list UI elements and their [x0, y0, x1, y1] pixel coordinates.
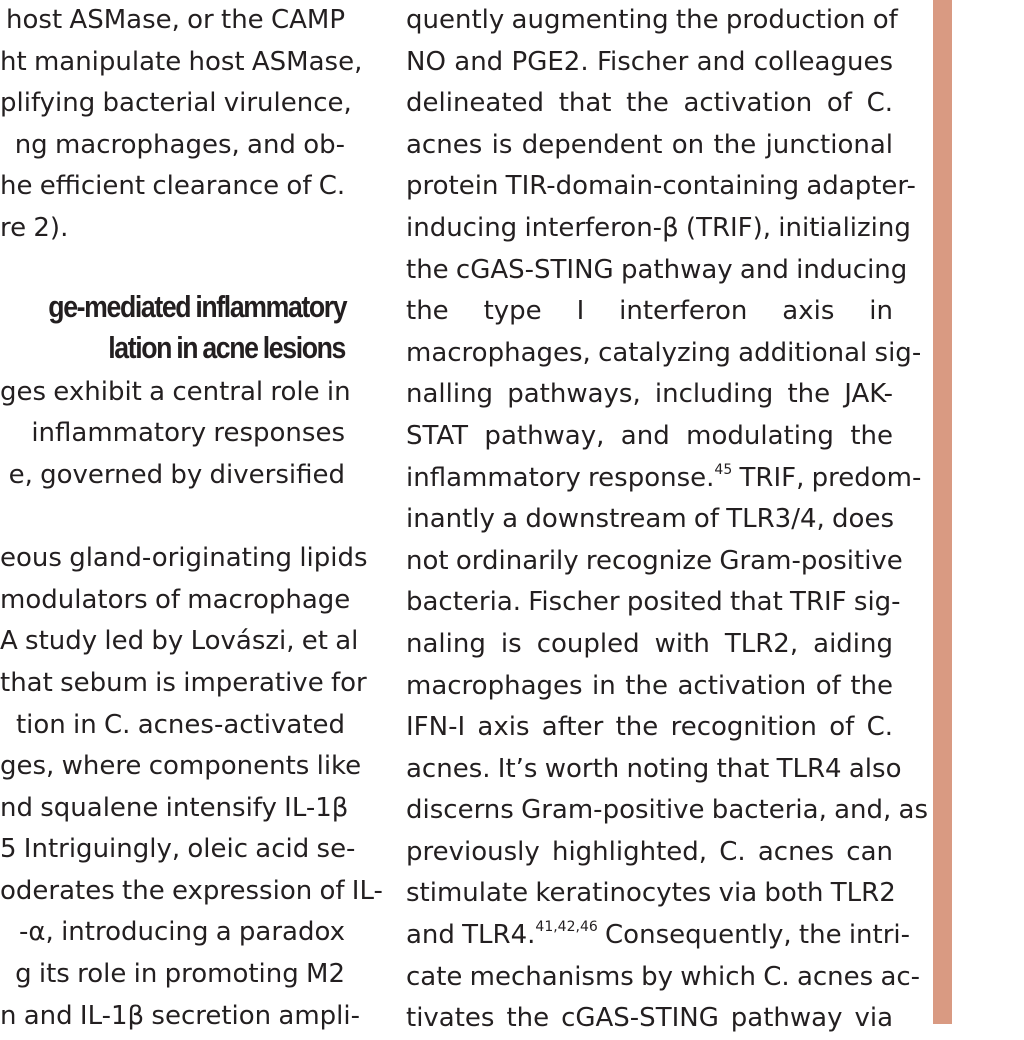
body-text-line: NO and PGE2. Fischer and colleagues [406, 46, 893, 77]
body-text-line: macrophages, catalyzing additional sig- [406, 337, 922, 368]
body-text-line: ges exhibit a central role in [0, 376, 351, 407]
body-text-line: inducing interferon-β (TRIF), initializing [406, 212, 911, 243]
body-text-line: n and IL-1β secretion ampli- [0, 1000, 361, 1031]
body-text-line: inflammatory responses [31, 418, 345, 449]
body-text-line: inantly a downstream of TLR3/4, does [406, 504, 894, 535]
right-text-column [406, 0, 929, 1040]
text-segment: inflammatory response. [406, 462, 715, 493]
text-segment: Consequently, the intri- [597, 920, 911, 951]
body-text-line: he efficient clearance of C. [0, 171, 346, 202]
body-text-line: that sebum is imperative for [0, 667, 367, 698]
body-text-line: the cGAS-STING pathway and inducing [406, 254, 908, 285]
body-text-line: discerns Gram-positive bacteria, and, as [406, 795, 929, 826]
body-text-line: IFN-I axis after the recognition of C. [406, 712, 893, 743]
body-text-line: the type I interferon axis in [406, 296, 893, 327]
body-text-line: ng macrophages, and ob- [14, 129, 345, 160]
citation-superscript: 45 [714, 461, 733, 478]
body-text-line: macrophages in the activation of the [406, 670, 893, 701]
body-text-line: nalling pathways, including the JAK- [406, 379, 893, 410]
decorative-side-bar [933, 0, 952, 1024]
body-text-line: previously highlighted, C. acnes can [406, 836, 893, 867]
body-text-line: oderates the expression of IL- [0, 875, 383, 906]
body-text-line: eous gland-originating lipids [0, 543, 368, 574]
body-text-line: -α, introducing a paradox [19, 917, 345, 948]
body-text-line: acnes is dependent on the junctional [406, 129, 893, 160]
body-text-line: host ASMase, or the CAMP [6, 5, 345, 35]
body-text-line: quently augmenting the production of [406, 5, 898, 35]
body-text-line: tivates the cGAS-STING pathway via [406, 1003, 893, 1034]
body-text-line: ht manipulate host ASMase, [0, 46, 363, 77]
left-text-column [0, 0, 383, 1037]
body-text-line: bacteria. Fischer posited that TRIF sig- [406, 587, 901, 618]
body-text-line: naling is coupled with TLR2, aiding [406, 628, 893, 659]
body-text-line: acnes. It’s worth noting that TLR4 also [406, 753, 902, 784]
body-text-line: plifying bacterial virulence, [0, 88, 352, 119]
body-text-line: nd squalene intensify IL-1β [0, 792, 349, 823]
body-text-line: e, governed by diversified [8, 459, 345, 490]
body-text-line: A study led by Lovászi, et al [0, 626, 359, 657]
section-heading-line: ge-mediated inflammatory [48, 288, 347, 324]
section-gap [0, 250, 345, 286]
body-text-line-with-citation [406, 458, 922, 500]
body-text-line: delineated that the activation of C. [406, 88, 893, 119]
body-text-line: ges, where components like [0, 751, 362, 782]
body-text-line: 5 Intriguingly, oleic acid se- [0, 834, 356, 865]
body-text-line: g its role in promoting M2 [15, 959, 345, 990]
body-text-line: cate mechanisms by which C. acnes ac- [406, 961, 921, 992]
citation-superscript: 41,42,46 [535, 919, 598, 936]
body-text-line: not ordinarily recognize Gram-positive [406, 545, 903, 576]
body-text-line: modulators of macrophage [0, 584, 351, 615]
text-segment: TRIF, predom- [732, 462, 922, 493]
body-text-line: stimulate keratinocytes via both TLR2 [406, 878, 896, 909]
text-segment: and TLR4. [406, 920, 536, 951]
body-text-line [0, 497, 345, 539]
body-text-line-with-citation [406, 915, 911, 957]
body-text-line: STAT pathway, and modulating the [406, 420, 893, 451]
section-heading-line: lation in acne lesions [108, 330, 345, 366]
body-text-line: protein TIR-domain-containing adapter- [406, 171, 916, 202]
body-text-line: re 2). [0, 212, 69, 243]
body-text-line: tion in C. acnes-activated [15, 709, 345, 740]
